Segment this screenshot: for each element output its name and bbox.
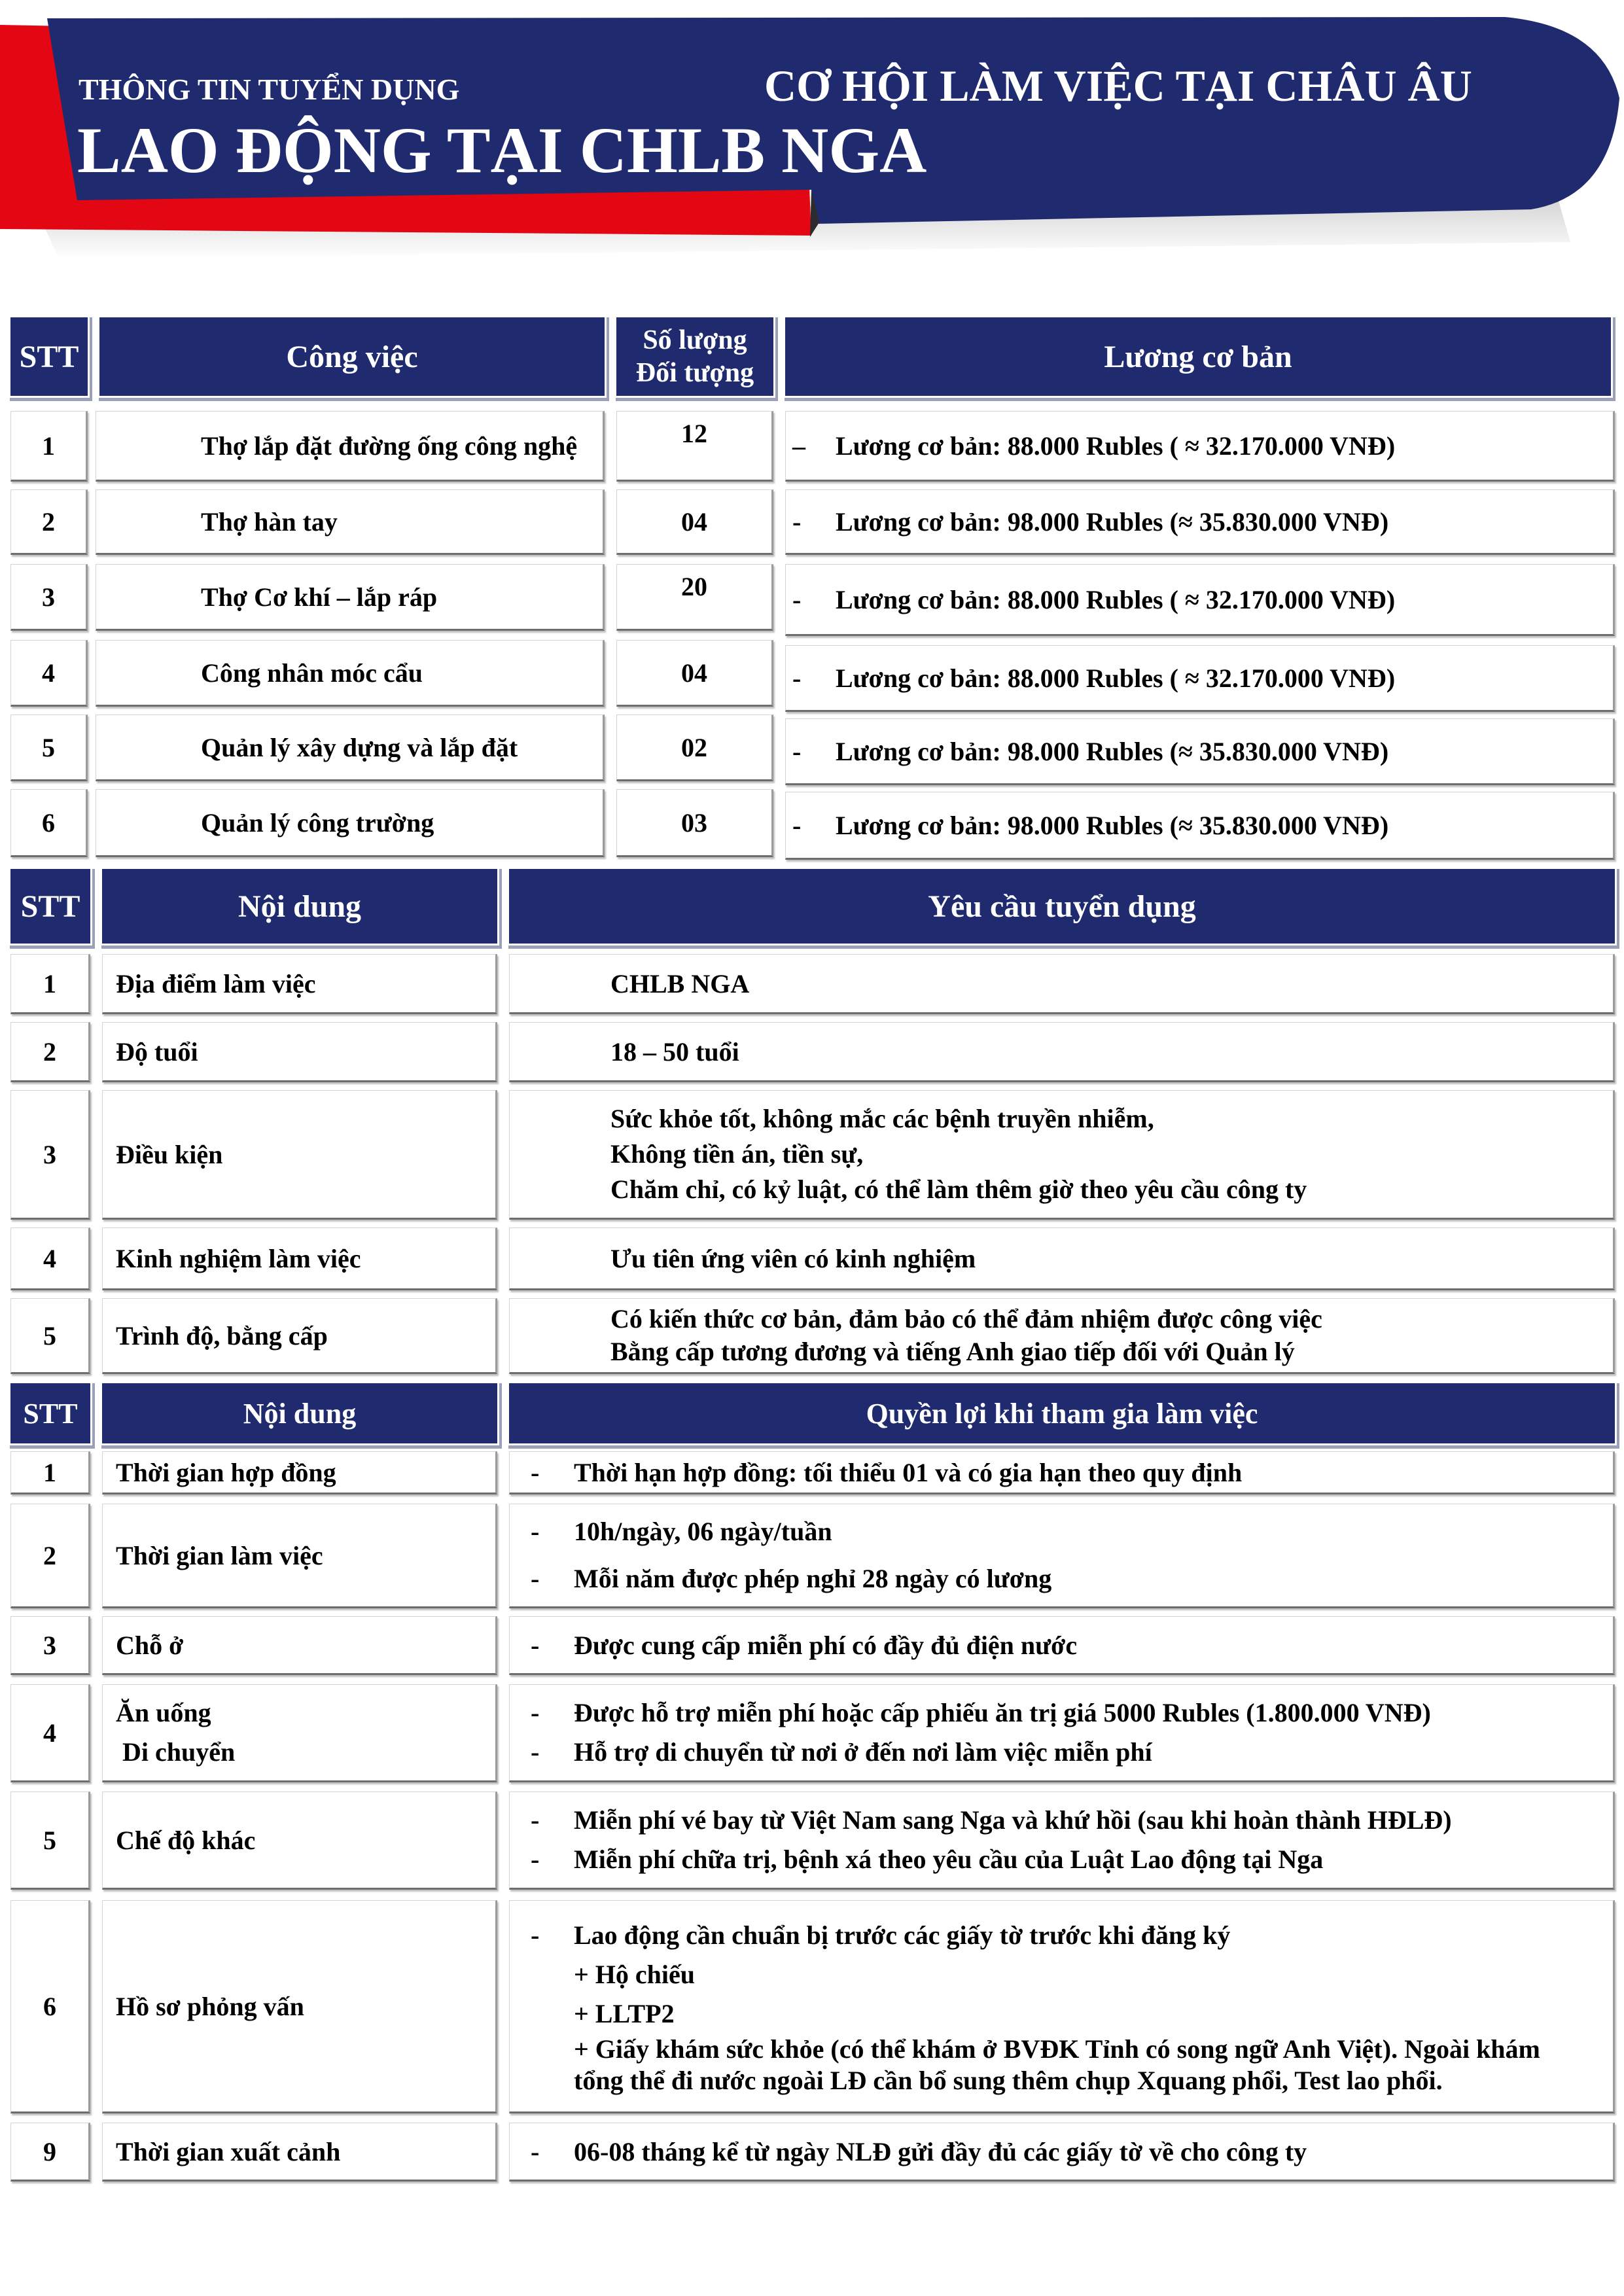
col-header-salary: Lương cơ bản (785, 317, 1611, 396)
benefit-line (531, 1508, 832, 1555)
benefit-line-text: Miễn phí chữa trị, bệnh xá theo yêu cầu của Luật Lao động tại Nga (574, 1845, 1324, 1874)
benefit-detail (509, 1792, 1615, 1890)
col-header-requirement: Yêu cầu tuyển dụng (509, 869, 1615, 944)
requirement-line: Có kiến thức cơ bản, đảm bảo có thể đảm nhiệm được công việc (610, 1304, 1322, 1333)
job-salary (785, 718, 1615, 785)
benefit-line-text: Lao động cần chuẩn bị trước các giấy tờ trước khi đăng ký (574, 1920, 1231, 1950)
job-salary-text: Lương cơ bản: 98.000 Rubles (≈ 35.830.000 VNĐ) (836, 810, 1389, 840)
header-tagline: CƠ HỘI LÀM VIỆC TẠI CHÂU ÂU (764, 61, 1472, 111)
table-row-stt: 5 (10, 1792, 90, 1890)
requirement-item: Địa điểm làm việc (102, 954, 497, 1014)
benefit-line-text: Hỗ trợ di chuyển từ nơi ở đến nơi làm việc miễn phí (574, 1737, 1152, 1767)
benefit-line (531, 1840, 1323, 1879)
benefit-item-line: Di chuyển (122, 1737, 236, 1767)
requirement-detail: Ưu tiên ứng viên có kinh nghiệm (509, 1227, 1615, 1290)
benefit-item (102, 1684, 497, 1782)
col-header-job: Công việc (99, 317, 605, 396)
col-header-stt: STT (10, 869, 90, 944)
benefit-line (531, 1916, 1230, 1955)
bullet-dash: - (531, 1737, 540, 1767)
bullet-dash: - (792, 663, 802, 693)
table-row-stt: 5 (10, 1298, 90, 1374)
bullet-dash: - (792, 810, 802, 840)
col-header-benefit: Quyền lợi khi tham gia làm việc (509, 1383, 1615, 1443)
table-row-stt: 3 (10, 1616, 90, 1675)
requirement-item: Trình độ, bằng cấp (102, 1298, 497, 1374)
col-header-stt: STT (10, 1383, 90, 1443)
bullet-dash: - (531, 1457, 540, 1487)
requirement-detail: CHLB NGA (509, 954, 1615, 1014)
benefit-item: Thời gian làm việc (102, 1504, 497, 1608)
bullet-dash: - (531, 1845, 540, 1874)
benefit-item: Thời gian hợp đồng (102, 1451, 497, 1494)
table-row-stt: 2 (10, 489, 88, 555)
job-salary (785, 564, 1615, 636)
bullet-dash: - (792, 584, 802, 614)
benefit-sub-line: + Giấy khám sức khỏe (có thể khám ở BVĐK Tỉnh có song ngữ Anh Việt). Ngoài khám (574, 2034, 1540, 2064)
table-row-stt: 4 (10, 1227, 90, 1290)
header-title: LAO ĐỘNG TẠI CHLB NGA (77, 114, 927, 186)
benefit-item: Chế độ khác (102, 1792, 497, 1890)
job-quantity: 20 (616, 564, 773, 631)
job-salary (785, 489, 1615, 555)
benefit-line (531, 1555, 1051, 1602)
table-row-stt: 1 (10, 1451, 90, 1494)
benefit-sub-line: tổng thể đi nước ngoài LĐ cần bổ sung thêm chụp Xquang phổi, Test lao phổi. (574, 2066, 1443, 2095)
job-salary-text: Lương cơ bản: 98.000 Rubles (≈ 35.830.000 VNĐ) (836, 736, 1389, 766)
benefit-detail (509, 1616, 1615, 1675)
requirement-item: Độ tuổi (102, 1022, 497, 1082)
requirement-line: Không tiền án, tiền sự, (610, 1139, 864, 1169)
bullet-dash: - (531, 1517, 540, 1546)
benefit-line-text: Miễn phí vé bay từ Việt Nam sang Nga và khứ hồi (sau khi hoàn thành HĐLĐ) (574, 1805, 1452, 1835)
benefit-line (531, 1801, 1452, 1840)
col-header-content: Nội dung (102, 1383, 497, 1443)
job-salary-text: Lương cơ bản: 88.000 Rubles ( ≈ 32.170.000 VNĐ) (836, 431, 1396, 461)
job-quantity: 04 (616, 640, 773, 707)
benefit-detail (509, 1684, 1615, 1782)
job-title: Thợ hàn tay (96, 489, 605, 555)
benefit-sub-line: + Hộ chiếu (574, 1960, 696, 1989)
benefit-detail (509, 1504, 1615, 1608)
benefit-line: 06-08 tháng kể từ ngày NLĐ gửi đầy đủ các giấy tờ về cho công ty (574, 2136, 1307, 2166)
job-salary (785, 411, 1615, 482)
job-salary-text: Lương cơ bản: 98.000 Rubles (≈ 35.830.000 VNĐ) (836, 506, 1389, 537)
table-row-stt: 3 (10, 1090, 90, 1220)
table-row-stt: 1 (10, 954, 90, 1014)
benefit-line-text: Mỗi năm được phép nghỉ 28 ngày có lương (574, 1564, 1052, 1593)
bullet-dash: - (531, 1564, 540, 1593)
table-row-stt: 2 (10, 1022, 90, 1082)
requirement-item: Điều kiện (102, 1090, 497, 1220)
job-quantity: 03 (616, 789, 773, 857)
header-subtitle: THÔNG TIN TUYỂN DỤNG (79, 73, 460, 106)
benefit-item: Hồ sơ phỏng vấn (102, 1900, 497, 2113)
bullet-dash: - (531, 1920, 540, 1950)
job-title: Quản lý xây dựng và lắp đặt (96, 715, 605, 781)
table-row-stt: 3 (10, 564, 88, 631)
benefit-detail (509, 2123, 1615, 2181)
bullet-dash: - (792, 506, 802, 537)
benefit-line: Thời hạn hợp đồng: tối thiểu 01 và có gia hạn theo quy định (574, 1457, 1243, 1487)
benefit-line-text: Được hỗ trợ miễn phí hoặc cấp phiếu ăn trị giá 5000 Rubles (1.800.000 VNĐ) (574, 1698, 1431, 1727)
job-salary-text: Lương cơ bản: 88.000 Rubles ( ≈ 32.170.000 VNĐ) (836, 584, 1396, 614)
benefit-item: Thời gian xuất cảnh (102, 2123, 497, 2181)
table-row-stt: 4 (10, 640, 88, 707)
benefit-line (531, 1733, 1152, 1772)
col-header-quantity (616, 317, 773, 396)
table-row-stt: 4 (10, 1684, 90, 1782)
table-row-stt: 5 (10, 715, 88, 781)
table-row-stt: 2 (10, 1504, 90, 1608)
bullet-dash: - (792, 736, 802, 766)
requirement-detail: 18 – 50 tuổi (509, 1022, 1615, 1082)
benefit-item-line: Ăn uống (116, 1698, 211, 1727)
requirement-line: Sức khỏe tốt, không mắc các bệnh truyền nhiễm, (610, 1104, 1154, 1133)
job-title: Thợ lắp đặt đường ống công nghệ (96, 411, 605, 482)
requirement-line: Bằng cấp tương đương và tiếng Anh giao tiếp đối với Quản lý (610, 1337, 1295, 1366)
requirement-item: Kinh nghiệm làm việc (102, 1227, 497, 1290)
bullet-dash: - (531, 1698, 540, 1727)
job-quantity: 12 (616, 411, 773, 482)
benefit-line: Được cung cấp miễn phí có đầy đủ điện nước (574, 1630, 1078, 1660)
table-row-stt: 6 (10, 789, 88, 857)
table-row-stt: 1 (10, 411, 88, 482)
bullet-dash: – (792, 431, 805, 461)
benefit-item: Chỗ ở (102, 1616, 497, 1675)
job-title: Quản lý công trường (96, 789, 605, 857)
job-title: Thợ Cơ khí – lắp ráp (96, 564, 605, 631)
table-row-stt: 6 (10, 1900, 90, 2113)
bullet-dash: - (531, 2136, 540, 2166)
requirement-line: Chăm chỉ, có kỷ luật, có thể làm thêm giờ theo yêu cầu công ty (610, 1174, 1307, 1204)
benefit-detail (509, 1451, 1615, 1494)
job-quantity: 02 (616, 715, 773, 781)
bullet-dash: - (531, 1630, 540, 1660)
benefit-line (531, 1693, 1431, 1733)
col-header-stt: STT (10, 317, 88, 396)
col-header-quantity-line1: Số lượng (643, 325, 747, 355)
job-salary (785, 645, 1615, 712)
benefit-line-text: 10h/ngày, 06 ngày/tuần (574, 1517, 832, 1546)
job-title: Công nhân móc cẩu (96, 640, 605, 707)
job-salary (785, 792, 1615, 860)
job-quantity: 04 (616, 489, 773, 555)
col-header-content: Nội dung (102, 869, 497, 944)
col-header-quantity-line2: Đối tượng (635, 358, 754, 388)
benefit-detail (509, 1900, 1615, 2113)
job-salary-text: Lương cơ bản: 88.000 Rubles ( ≈ 32.170.000 VNĐ) (836, 663, 1396, 693)
table-row-stt: 9 (10, 2123, 90, 2181)
bullet-dash: - (531, 1805, 540, 1835)
requirement-detail (509, 1298, 1615, 1374)
benefit-sub-line: + LLTP2 (574, 1999, 675, 2028)
requirement-detail (509, 1090, 1615, 1220)
